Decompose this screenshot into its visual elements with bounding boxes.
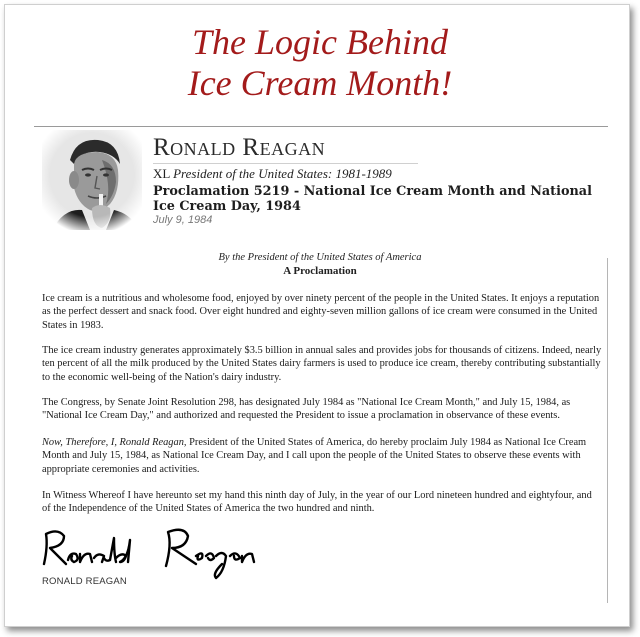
president-term xyxy=(153,166,392,182)
term-title: President of the United States: 1981-1989 xyxy=(173,166,392,181)
paragraph-1: Ice cream is a nutritious and wholesome food, enjoyed by over ninety percent of the people in the United States. It enjoys a reputation as the perfect dessert and snack food. Over eight hundred and eighty-seven million gallons of ice cream were consumed in the United States in 1983. xyxy=(42,293,600,331)
handwritten-signature xyxy=(36,520,306,580)
paragraph-4-body: President of the United States of America, do hereby proclaim July 1984 as National Ice Cream Month and July 15, 1984, as National Ice Cream Day, and I call upon the people of the United States to observe these events with appropriate ceremonies and activities. xyxy=(42,437,587,475)
name-underline xyxy=(153,163,418,164)
paragraph-3: The Congress, by Senate Joint Resolution 298, has designated July 1984 as "National Ice Cream Month," and July 15, 1984, as "National Ice Cream Day," and authorized and requested the President to issue a proclamation in observance of these events. xyxy=(42,397,571,422)
top-divider xyxy=(34,126,608,127)
president-name: Ronald Reagan xyxy=(153,134,326,161)
term-prefix: XL xyxy=(153,166,170,181)
proclamation-heading: A Proclamation xyxy=(283,265,357,277)
headline-line-1: The Logic Behind xyxy=(192,22,448,62)
paragraph-4-lead: Now, Therefore, I, Ronald Reagan, xyxy=(42,437,187,448)
proclamation-date: July 9, 1984 xyxy=(153,214,213,226)
paragraph-2: The ice cream industry generates approximately $3.5 billion in annual sales and provides jobs for thousands of citizens. Indeed, nearly ten percent of all the milk produced by the United States dairy farmers is used to produce ice cream, thereby contributing substantially to the economic well-being of the Nation's dairy industry. xyxy=(42,345,602,383)
headline-line-2: Ice Cream Month! xyxy=(187,63,453,103)
reagan-portrait xyxy=(42,130,142,230)
by-line: By the President of the United States of America xyxy=(218,252,422,263)
paragraph-4 xyxy=(42,436,602,476)
paragraph-5: In Witness Whereof I have hereunto set my hand this ninth day of July, in the year of our Lord nineteen hundred and eightyfour, and of the Independence of the United States of America the two hundred and ninth. xyxy=(42,490,592,515)
proclamation-title: Proclamation 5219 - National Ice Cream Month and National Ice Cream Day, 1984 xyxy=(153,184,592,214)
right-border-rule xyxy=(607,258,608,603)
signer-name: RONALD REAGAN xyxy=(42,576,127,587)
